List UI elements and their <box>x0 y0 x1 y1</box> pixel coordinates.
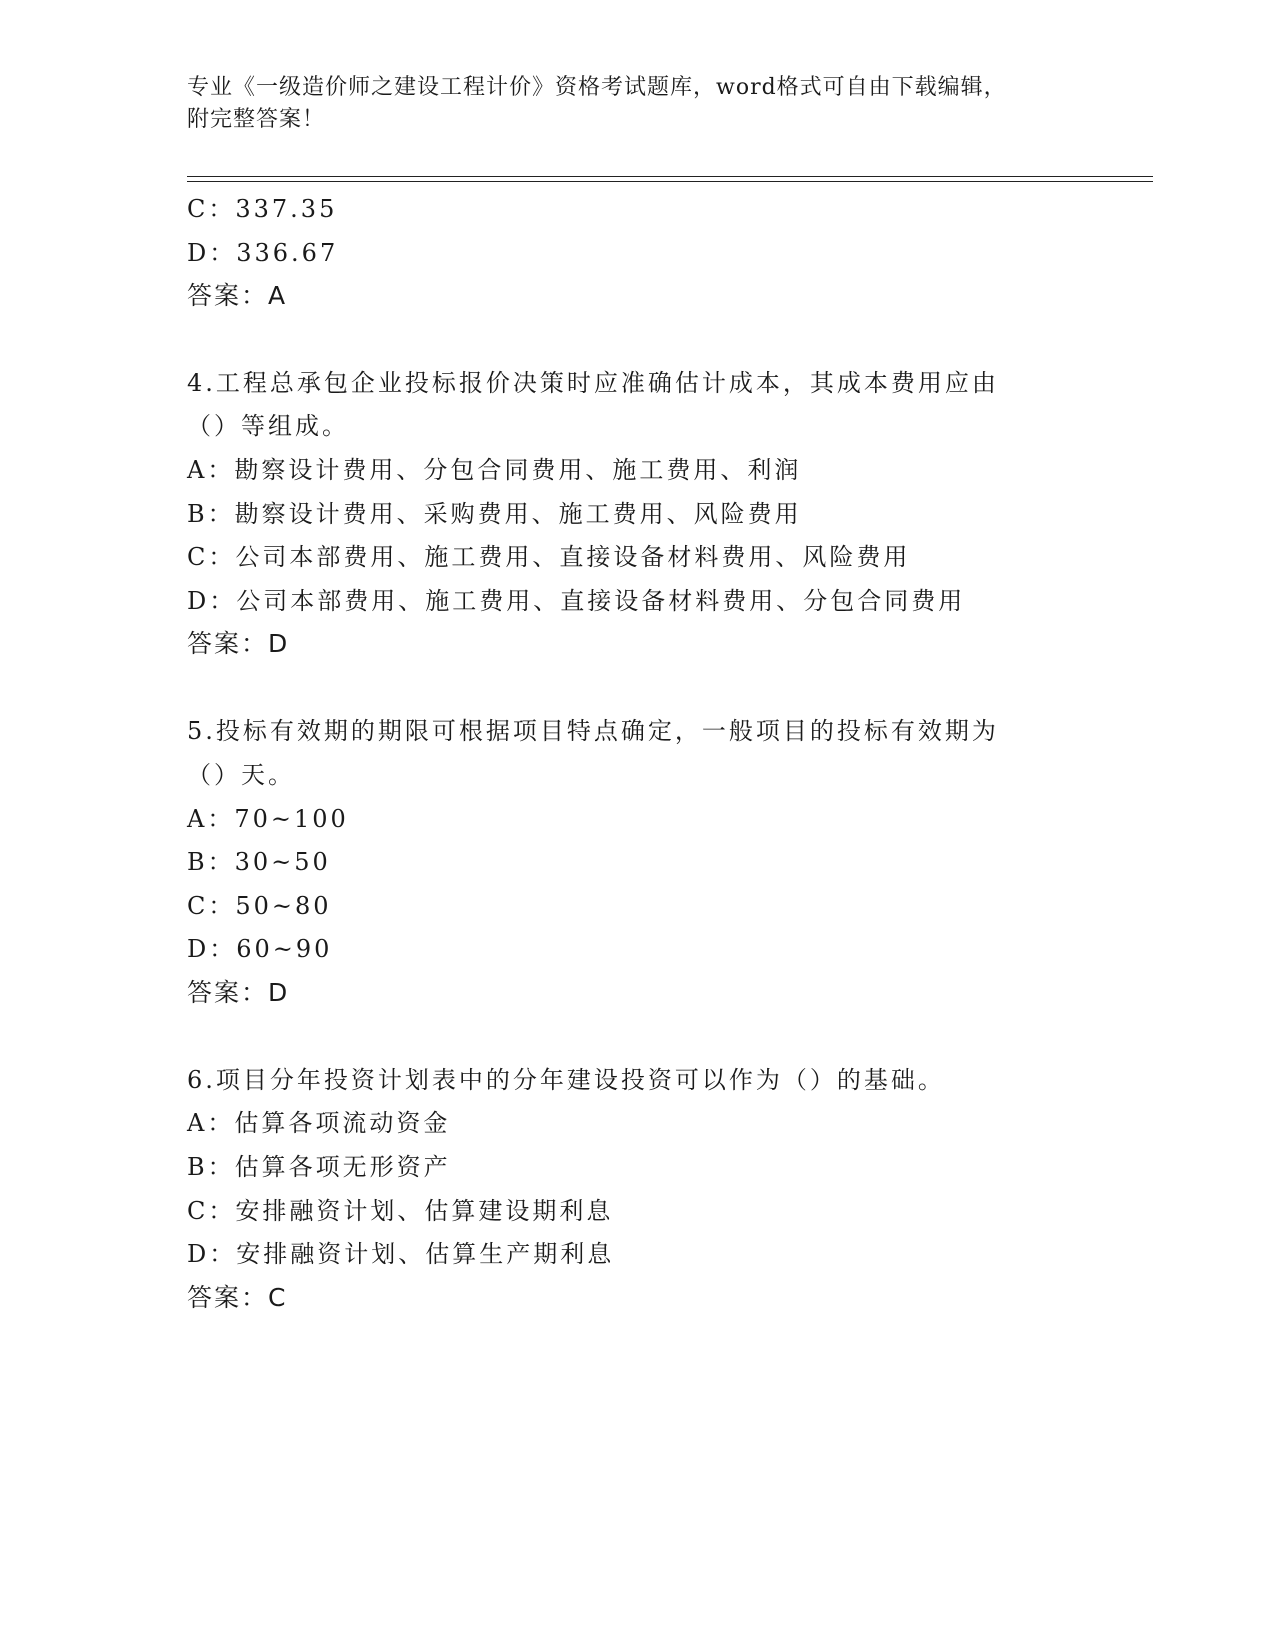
q5-answer: 答案：D <box>187 978 290 1007</box>
q4-option-b: B：勘察设计费用、采购费用、施工费用、风险费用 <box>187 500 802 528</box>
q5-option-d: D：60~90 <box>187 935 333 963</box>
q5-stem-line-2: （）天。 <box>187 761 295 789</box>
q6-answer: 答案：C <box>187 1283 288 1312</box>
q5-option-b: B：30~50 <box>187 848 331 876</box>
q6-option-b: B：估算各项无形资产 <box>187 1153 451 1181</box>
q5-option-c: C：50~80 <box>187 892 332 920</box>
q6-stem-line-1: 6.项目分年投资计划表中的分年建设投资可以作为（）的基础。 <box>187 1066 945 1094</box>
q6-option-d: D：安排融资计划、估算生产期利息 <box>187 1240 615 1268</box>
q6-option-a: A：估算各项流动资金 <box>187 1109 451 1137</box>
q4-option-d: D：公司本部费用、施工费用、直接设备材料费用、分包合同费用 <box>187 587 966 615</box>
header-divider-bottom <box>187 181 1153 182</box>
header-line-1: 专业《一级造价师之建设工程计价》资格考试题库，word格式可自由下载编辑， <box>187 75 1007 100</box>
q6-option-c: C：安排融资计划、估算建设期利息 <box>187 1197 614 1225</box>
q4-stem-line-2: （）等组成。 <box>187 412 349 440</box>
q5-stem-line-1: 5.投标有效期的期限可根据项目特点确定，一般项目的投标有效期为 <box>187 717 999 745</box>
q4-option-c: C：公司本部费用、施工费用、直接设备材料费用、风险费用 <box>187 543 911 571</box>
header-line-2: 附完整答案！ <box>187 107 326 132</box>
q3-option-c: C：337.35 <box>187 195 338 223</box>
header-divider-top <box>187 176 1153 177</box>
q5-option-a: A：70~100 <box>187 805 349 833</box>
q4-option-a: A：勘察设计费用、分包合同费用、施工费用、利润 <box>187 456 802 484</box>
q3-answer: 答案：A <box>187 281 288 310</box>
q4-answer: 答案：D <box>187 629 290 658</box>
q4-stem-line-1: 4.工程总承包企业投标报价决策时应准确估计成本，其成本费用应由 <box>187 369 999 397</box>
document-header <box>187 72 1067 136</box>
q3-option-d: D：336.67 <box>187 239 339 267</box>
